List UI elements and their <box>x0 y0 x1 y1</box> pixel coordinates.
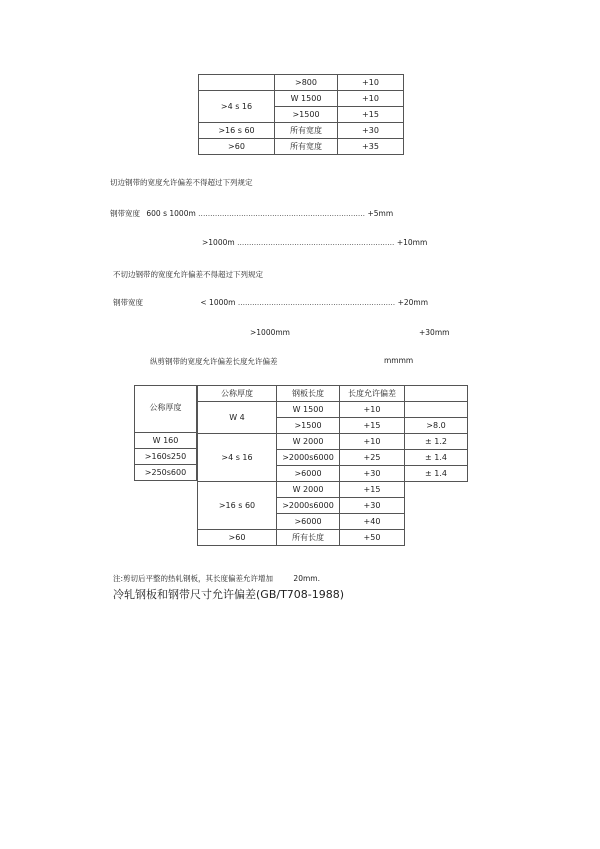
table-row <box>135 465 197 481</box>
table-cell: +10 <box>340 402 405 418</box>
spec-value: +5mm <box>367 209 394 218</box>
spec-value: +20mm <box>397 298 429 307</box>
spec-condition: < 1000m <box>200 298 236 307</box>
table-row <box>405 434 468 450</box>
table-cell: +10 <box>338 75 404 91</box>
tolerance-side-table <box>404 385 468 482</box>
table-cell: 所有宽度 <box>275 139 338 155</box>
table-cell: ± 1.4 <box>405 466 468 482</box>
table-cell: >800 <box>275 75 338 91</box>
note-text <box>113 573 320 584</box>
table-cell: +10 <box>338 91 404 107</box>
table-cell: W 1500 <box>277 402 340 418</box>
table-row <box>199 139 404 155</box>
spec-label: 钢带宽度 <box>110 209 140 218</box>
column-header: 钢板长度 <box>277 386 340 402</box>
table-cell: +15 <box>338 107 404 123</box>
note-value: 20mm. <box>293 574 320 583</box>
table-cell: +30 <box>340 498 405 514</box>
spec-condition: >1000m <box>202 238 235 247</box>
column-header: 长度允许偏差 <box>340 386 405 402</box>
spec-value: +10mm <box>396 238 428 247</box>
table-cell: >60 <box>199 139 275 155</box>
dot-leader: ...................................................................... <box>198 209 366 218</box>
table-row <box>199 75 404 91</box>
table-cell: >2000s6000 <box>277 450 340 466</box>
table-row <box>135 449 197 465</box>
table-cell: >1500 <box>277 418 340 434</box>
table-cell: +15 <box>340 418 405 434</box>
table-row <box>199 123 404 139</box>
table-row <box>405 418 468 434</box>
table-row <box>405 466 468 482</box>
section-heading: 切边钢带的宽度允许偏差不得超过下列规定 <box>110 178 253 187</box>
table-cell: W 2000 <box>277 482 340 498</box>
table-row <box>198 482 405 498</box>
table-cell: W 1500 <box>275 91 338 107</box>
length-tolerance-table <box>197 385 405 546</box>
table-row <box>198 530 405 546</box>
section-heading: 不切边钢带的宽度允许偏差不得超过下列规定 <box>113 270 263 279</box>
table-cell: >8.0 <box>405 418 468 434</box>
table-cell <box>405 402 468 418</box>
table-cell: >1500 <box>275 107 338 123</box>
table-cell: +35 <box>338 139 404 155</box>
table-cell: >160s250 <box>135 449 197 465</box>
table-cell: 公称厚度 <box>135 386 197 433</box>
table-cell: >16 s 60 <box>199 123 275 139</box>
thickness-side-table <box>134 385 197 481</box>
table-header-row <box>198 386 405 402</box>
spec-condition: 600 s 1000m <box>146 209 196 218</box>
section-title: 冷轧钢板和钢带尺寸允许偏差(GB/T708-1988) <box>113 588 345 601</box>
table-cell: +30 <box>338 123 404 139</box>
column-header: 公称厚度 <box>198 386 277 402</box>
spec-value: +30mm <box>419 328 450 337</box>
table-row <box>198 402 405 418</box>
table-cell <box>199 75 275 91</box>
spec-label: 钢带宽度 <box>113 298 143 307</box>
table-cell: W 2000 <box>277 434 340 450</box>
table-cell: +40 <box>340 514 405 530</box>
unit-label: mmmm <box>384 356 414 365</box>
note-body: 注:剪切后平整的热轧钢板，其长度偏差允许增加 <box>113 574 274 583</box>
spec-line <box>202 238 427 247</box>
table-row <box>405 402 468 418</box>
dot-leader: .................................................................. <box>237 298 396 307</box>
table-cell: ± 1.4 <box>405 450 468 466</box>
table-row <box>405 450 468 466</box>
table-cell: W 160 <box>135 433 197 449</box>
section-heading: 纵剪钢带的宽度允许偏差长度允许偏差 <box>150 357 278 366</box>
spec-condition: >1000mm <box>250 328 290 337</box>
width-tolerance-table <box>198 74 404 155</box>
dot-leader: .................................................................. <box>237 238 395 247</box>
table-cell: +50 <box>340 530 405 546</box>
table-cell: ± 1.2 <box>405 434 468 450</box>
spec-line <box>113 297 428 308</box>
table-cell: +25 <box>340 450 405 466</box>
table-row <box>135 433 197 449</box>
table-cell: >2000s6000 <box>277 498 340 514</box>
table-cell: >4 s 16 <box>199 91 275 123</box>
table-cell <box>405 386 468 402</box>
table-cell: >6000 <box>277 466 340 482</box>
table-cell: +10 <box>340 434 405 450</box>
table-row <box>405 386 468 402</box>
table-cell: 所有宽度 <box>275 123 338 139</box>
table-cell: 所有长度 <box>277 530 340 546</box>
table-cell: >60 <box>198 530 277 546</box>
table-row <box>198 434 405 450</box>
table-cell: >6000 <box>277 514 340 530</box>
table-cell: >250s600 <box>135 465 197 481</box>
table-cell: +15 <box>340 482 405 498</box>
table-cell: >16 s 60 <box>198 482 277 530</box>
spec-line <box>110 208 393 219</box>
table-cell: +30 <box>340 466 405 482</box>
table-row <box>199 91 404 107</box>
table-cell: >4 s 16 <box>198 434 277 482</box>
table-cell: W 4 <box>198 402 277 434</box>
